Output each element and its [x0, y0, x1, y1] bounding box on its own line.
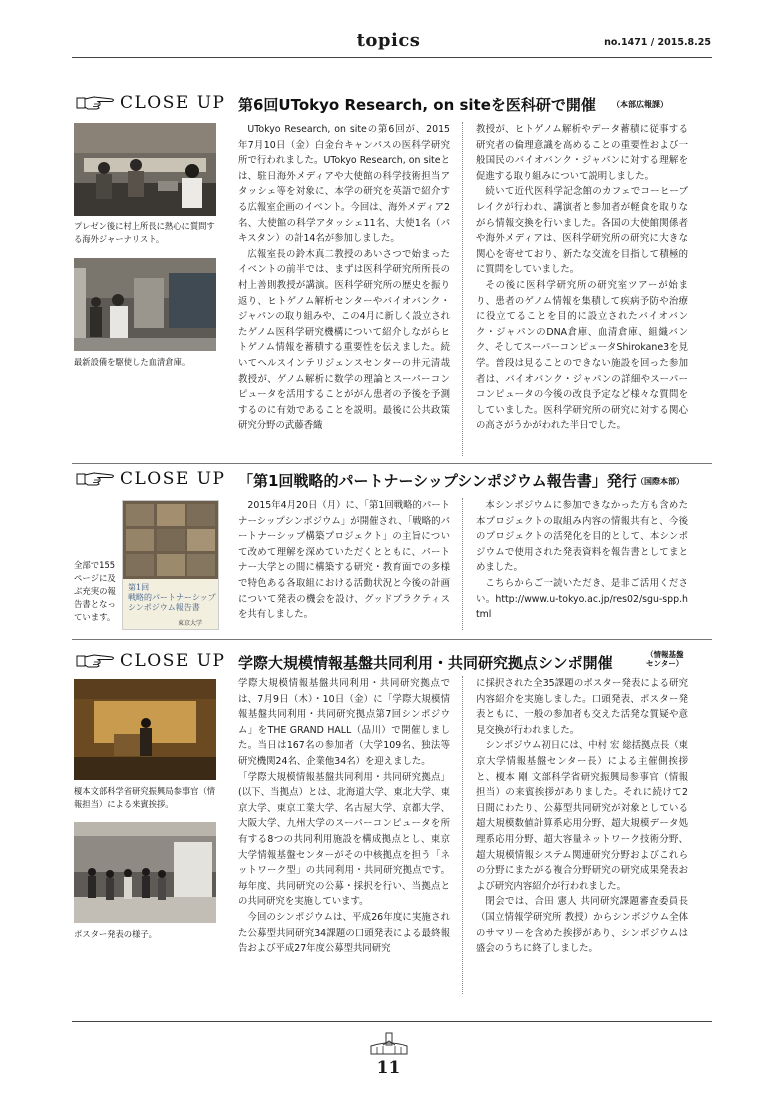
column-divider: [462, 122, 463, 456]
header-rule: [72, 57, 712, 58]
paragraph: 本シンポジウムに参加できなかった方も含めた本プロジェクトの取組み内容の情報共有と、今後のプロジェクトの活発化を目的として、本シンポジウムで使用された発表資料を報告書としてまとめました。: [476, 500, 688, 574]
report-cover-image: [122, 500, 219, 630]
article-2-column-1: [238, 498, 450, 623]
section-title: topics: [356, 30, 421, 51]
article-1-photo-1: [74, 123, 216, 216]
article-3-photo-1: [74, 679, 216, 780]
footer-rule: [72, 1021, 712, 1022]
article-3-photo-2: [74, 822, 216, 923]
article-2-caption: 全部で155ページに及ぶ充実の報告書となっています。: [74, 560, 116, 622]
article-2-title: 「第1回戦略的パートナーシップシンポジウム報告書」発行: [238, 472, 637, 490]
article-1-caption-1: プレゼン後に村上所長に熱心に質問する海外ジャーナリスト。: [74, 221, 215, 244]
pointing-hand-icon: [76, 469, 116, 489]
report-cover-logo: 東京大学: [178, 620, 203, 627]
article-3-title: 学際大規模情報基盤共同利用・共同研究拠点シンポ開催: [238, 654, 613, 672]
article-separator: [72, 639, 712, 640]
paragraph: 今回のシンポジウムは、平成26年度に実施された公募型共同研究34課題の口頭発表による最終報告および平成27年度公募型共同研究: [238, 911, 450, 955]
close-up-text: CLOSE UP: [120, 93, 226, 113]
column-divider: [462, 498, 463, 630]
column-divider: [462, 676, 463, 994]
yasuda-auditorium-icon: [369, 1032, 409, 1056]
paragraph: 2015年4月20日（月）に、「第1回戦略的パートナーシップシンポジウム」が開催され、「戦略的パートナーシップ構築プロジェクト」の主旨について改めて理解を深めていただくとともに、パートナー大学との間に構築する研究・教育面での多様で特色ある各取組における活動状況と今後の計画について発表の機会を設け、グッドプラクティスを共有しました。: [238, 500, 450, 621]
close-up-text: CLOSE UP: [120, 651, 226, 671]
article-3-caption-1: 榎本文部科学省研究振興局参事官（情報担当）による来賓挨拶。: [74, 786, 216, 809]
article-2-dept: （国際本部）: [636, 477, 684, 486]
issue-number: no.1471 / 2015.8.25: [604, 37, 711, 48]
article-1-dept: （本部広報課）: [612, 100, 668, 109]
article-1-column-1: [238, 122, 450, 434]
paragraph: に採択された全35課題のポスター発表による研究内容紹介を実施しました。口頭発表、ポスター発表ともに、一般の参加者も交えた活発な質疑や意見交換が行われました。: [476, 678, 688, 736]
close-up-label-3: [76, 650, 225, 672]
article-1-column-2: [476, 122, 688, 434]
article-1-photo-2: [74, 258, 216, 351]
article-1-caption-2: 最新設備を駆使した血清倉庫。: [74, 357, 191, 367]
pointing-hand-icon: [76, 93, 116, 113]
close-up-text: CLOSE UP: [120, 469, 226, 489]
article-1-title: 第6回UTokyo Research, on siteを医科研で開催: [238, 96, 596, 114]
report-cover-title: 第1回 戦略的パートナーシップ シンポジウム報告書: [128, 583, 216, 612]
close-up-label-2: [76, 468, 225, 490]
paragraph: 教授が、ヒトゲノム解析やデータ蓄積に従事する研究者の倫理意識を高めることの重要性および一般国民のバイオバンク・ジャパンに対する理解を促進する取り組みについて説明しました。: [476, 124, 688, 182]
pointing-hand-icon: [76, 651, 116, 671]
article-2-column-2: [476, 498, 688, 623]
article-3-column-2: [476, 676, 688, 957]
paragraph: UTokyo Research, on siteの第6回が、2015年7月10日（金）白金台キャンパスの医科学研究所で行われました。UTokyo Research, on siteとは、駐日海外メディアや大使館の科学技術担当アタッシェ等を対象に、本学の研究を英語で紹介する広報室企画のイベント。今回は、海外メディア2名、大使館の科学アタッシェ11名、大使1名（パキスタン）の計14名が参加しました。: [238, 124, 450, 245]
close-up-label-1: [76, 92, 225, 114]
paragraph: 続いて近代医科学記念館のカフェでコーヒーブレイクが行われ、講演者と参加者が軽食を取りながら情報交換を行いました。各国の大使館関係者や海外メディアは、医科学研究所の研究に大きな関心を寄せており、新たな交流を目指して積極的に質問をしていました。: [476, 186, 688, 276]
article-3-caption-2: ポスター発表の様子。: [74, 929, 157, 939]
article-3-column-1: [238, 676, 450, 957]
paragraph: 学際大規模情報基盤共同利用・共同研究拠点では、7月9日（木）・10日（金）に「学際大規模情報基盤共同利用・共同研究拠点第7回シンポジウム」をTHE GRAND HALL（品川）で開催しました。当日は167名の参加者（大学109名、独法等研究機関24名、企業他34名）を迎えました。: [238, 678, 450, 767]
paragraph: こちらからご一読いただき、是非ご活用ください。http://www.u-tokyo.ac.jp/res02/sgu-spp.html: [476, 577, 688, 621]
paragraph: 広報室長の鈴木真二教授のあいさつで始まったイベントの前半では、まずは医科学研究所所長の村上善則教授が講演。医科学研究所の歴史を振り返り、ヒトゲノム解析センターやバイオバンク・ジャパンの取り組みや、この4月に新しく設立されたゲノム医科学研究機構について紹介しながらヒトゲノム情報を蓄積する重要性を伝えました。続いてヘルスインテリジェンスセンターの井元清哉教授が、ゲノム解析に数学の理論とスーパーコンピュータを活用することががん患者の予後を予測するのに有効であることを説明。最後に公共政策研究分野の武藤香織: [238, 248, 450, 432]
paragraph: 閉会では、合田 憲人 共同研究課題審査委員長（国立情報学研究所 教授）からシンポジウム全体のサマリーを含めた挨拶があり、シンポジウムは盛会のうちに終了しました。: [476, 896, 688, 955]
article-3-dept: （情報基盤 センター）: [646, 650, 684, 668]
paragraph: その後に医科学研究所の研究室ツアーが始まり、患者のゲノム情報を集積して疾病予防や治療に役立てることを目的に設立されたバイオバンク・ジャパンのDNA倉庫、血清倉庫、組織バンク、そしてスーパーコンピュータShirokane3を見学。普段は見ることのできない施設を回った参加者は、バイオバンク・ジャパンの詳細やスーパーコンピュータの今後の改良予定など様々な質問をしていました。医科学研究所の研究に対する関心の高さがうかがわれた半日でした。: [476, 279, 688, 432]
paragraph: 「学際大規模情報基盤共同利用・共同研究拠点」(以下、当拠点）とは、北海道大学、東北大学、東京大学、東京工業大学、名古屋大学、京都大学、大阪大学、九州大学のスーパーコンピュータを所有する8つの共同利用施設を構成拠点とし、東京大学情報基盤センターがその中核拠点を担う「ネットワーク型」の共同利用・共同研究拠点です。毎年度、共同研究の公募・採択を行い、当拠点との共同研究を実施しています。: [238, 771, 450, 908]
article-separator: [72, 463, 712, 464]
page-number: 11: [376, 1058, 401, 1078]
paragraph: シンポジウム初日には、中村 宏 総括拠点長（東京大学情報基盤センター長）による主催側挨拶と、榎本 剛 文部科学省研究振興局参事官（情報担当）の来賓挨拶がありました。それに続けて2日間にわたり、公募型共同研究が対象としている超大規模数値計算系応用分野、超大規模データ処理系応用分野、超大容量ネットワーク技術分野、超大規模情報システム関連研究分野およびこれらの分野にまたがる複合分野研究の研究成果発表および研究内容紹介が行われました。: [476, 740, 688, 892]
